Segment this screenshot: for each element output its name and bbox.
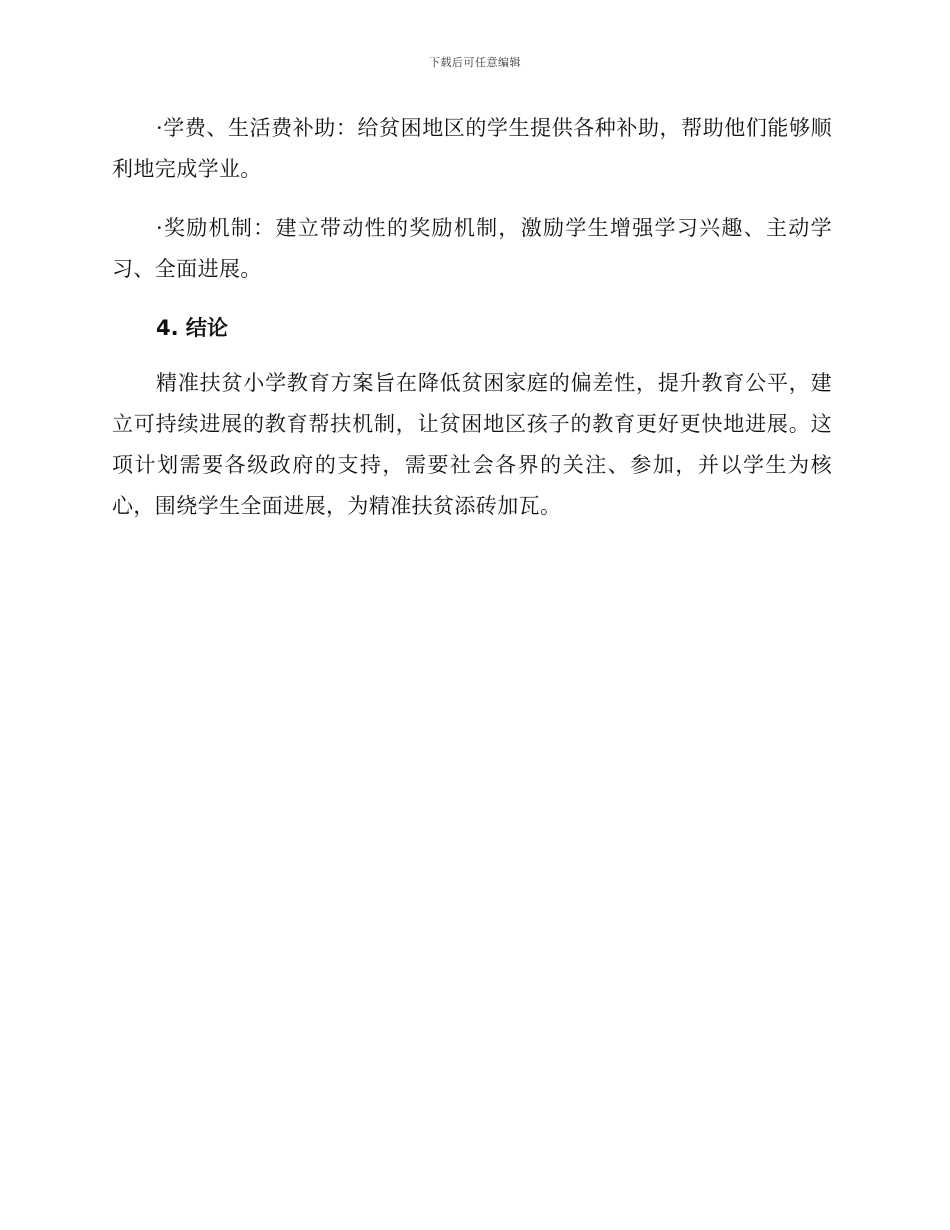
section-heading-conclusion: 4. 结论 [156, 316, 228, 340]
bullet-text-subsidy: 学费、生活费补助：给贫困地区的学生提供各种补助，帮助他们能够顺利地完成学业。 [112, 116, 832, 181]
page-header: 下载后可任意编辑 [429, 56, 521, 69]
bullet-icon: · [156, 116, 164, 140]
conclusion-paragraph: 精准扶贫小学教育方案旨在降低贫困家庭的偏差性，提升教育公平，建立可持续进展的教育帮扶机制，让贫困地区孩子的教育更好更快地进展。这项计划需要各级政府的支持，需要社会各界的关注、参加，并以学生为核心，围绕学生全面进展，为精准扶贫添砖加瓦。 [112, 371, 832, 518]
bullet-icon: · [156, 216, 164, 240]
bullet-paragraph-subsidy [112, 108, 832, 190]
bullet-paragraph-reward [112, 208, 832, 290]
bullet-text-reward: 奖励机制：建立带动性的奖励机制，激励学生增强学习兴趣、主动学习、全面进展。 [112, 216, 832, 281]
document-body [112, 108, 832, 545]
